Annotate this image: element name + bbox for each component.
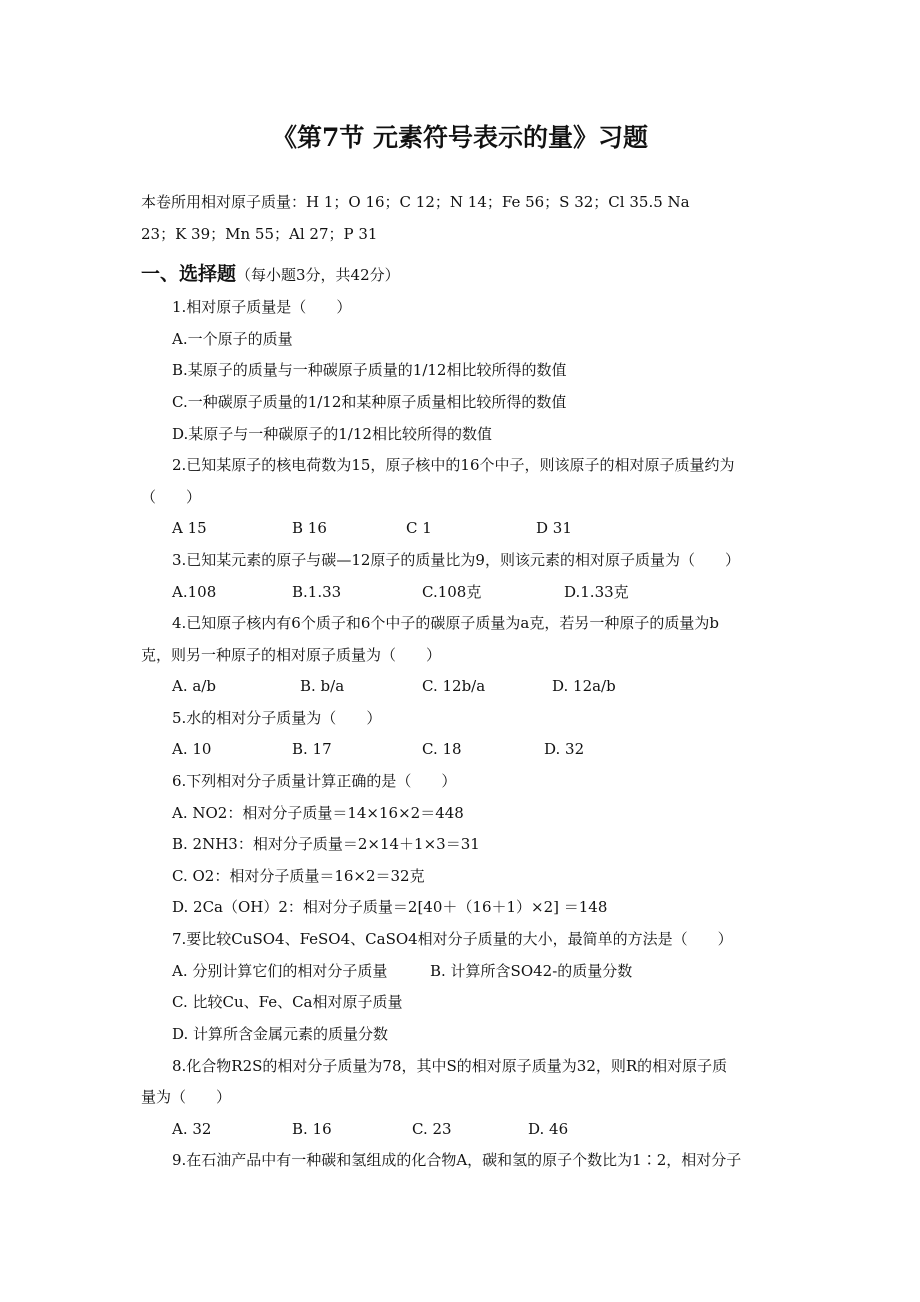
q3-stem: 3.已知某元素的原子与碳—12原子的质量比为9，则该元素的相对原子质量为（ ）: [172, 551, 740, 569]
document-title: 《第7节 元素符号表示的量》习题: [271, 123, 649, 152]
q3-option-b: B.1.33: [292, 583, 342, 601]
q5-option-c: C. 18: [422, 740, 462, 758]
q7-option-d: D. 计算所含金属元素的质量分数: [172, 1025, 389, 1043]
q4-option-d: D. 12a/b: [552, 677, 616, 695]
q3-option-c: C.108克: [422, 583, 482, 601]
q6-option-d: D. 2Ca（OH）2：相对分子质量＝2[40＋（16＋1）×2] ＝148: [172, 898, 608, 916]
q6-option-b: B. 2NH3：相对分子质量＝2×14＋1×3＝31: [172, 835, 480, 853]
q7-options-row: [172, 961, 772, 981]
q1-option-b: B.某原子的质量与一种碳原子质量的1/12相比较所得的数值: [172, 361, 567, 379]
q6-option-a: A. NO2：相对分子质量＝14×16×2＝448: [172, 804, 464, 822]
q5-option-b: B. 17: [292, 740, 332, 758]
q8-stem-line1: 8.化合物R2S的相对分子质量为78，其中S的相对原子质量为32，则R的相对原子质: [172, 1057, 728, 1075]
intro-line-1: 本卷所用相对原子质量：H 1；O 16；C 12；N 14；Fe 56；S 32；Cl 35.5 Na: [141, 193, 690, 211]
q1-option-c: C.一种碳原子质量的1/12和某种原子质量相比较所得的数值: [172, 393, 567, 411]
q7-option-c: C. 比较Cu、Fe、Ca相对原子质量: [172, 993, 403, 1011]
q1-option-a: A.一个原子的质量: [172, 330, 293, 348]
q1-option-d: D.某原子与一种碳原子的1/12相比较所得的数值: [172, 425, 492, 443]
q1-stem: 1.相对原子质量是（ ）: [172, 298, 352, 316]
q2-option-a: A 15: [172, 519, 207, 537]
section-heading: [141, 259, 400, 286]
section-title: 一、选择题: [141, 263, 237, 285]
q6-option-c: C. O2：相对分子质量＝16×2＝32克: [172, 867, 425, 885]
q5-stem: 5.水的相对分子质量为（ ）: [172, 709, 382, 727]
q9-stem-line1: 9.在石油产品中有一种碳和氢组成的化合物A，碳和氢的原子个数比为1∶2，相对分子: [172, 1151, 742, 1169]
q4-option-c: C. 12b/a: [422, 677, 486, 695]
q2-option-d: D 31: [536, 519, 572, 537]
q3-option-d: D.1.33克: [564, 583, 629, 601]
q4-stem-line1: 4.已知原子核内有6个质子和6个中子的碳原子质量为a克，若另一种原子的质量为b: [172, 614, 719, 632]
section-note: （每小题3分，共42分）: [236, 266, 400, 284]
intro-line-2: 23；K 39；Mn 55；Al 27；P 31: [141, 225, 378, 243]
q8-stem-line2: 量为（ ）: [141, 1088, 232, 1106]
q4-stem-line2: 克，则另一种原子的相对原子质量为（ ）: [141, 646, 442, 664]
q2-option-b: B 16: [292, 519, 327, 537]
q4-option-a: A. a/b: [172, 677, 216, 695]
q5-option-a: A. 10: [172, 740, 212, 758]
q8-options: [172, 1119, 772, 1139]
q7-option-b: B. 计算所含SO42-的质量分数: [430, 962, 633, 980]
q2-option-c: C 1: [406, 519, 432, 537]
q8-option-c: C. 23: [412, 1120, 452, 1138]
q2-options: [172, 518, 772, 538]
q2-stem-line2: （ ）: [141, 488, 202, 506]
q7-stem: 7.要比较CuSO4、FeSO4、CaSO4相对分子质量的大小，最简单的方法是（ ）: [172, 930, 733, 948]
q8-option-b: B. 16: [292, 1120, 332, 1138]
q6-stem: 6.下列相对分子质量计算正确的是（ ）: [172, 772, 457, 790]
q2-stem-line1: 2.已知某原子的核电荷数为15，原子核中的16个中子，则该原子的相对原子质量约为: [172, 456, 735, 474]
q3-option-a: A.108: [172, 583, 217, 601]
q8-option-d: D. 46: [528, 1120, 569, 1138]
q4-option-b: B. b/a: [300, 677, 345, 695]
q3-options: [172, 582, 772, 602]
q4-options: [172, 676, 772, 696]
q7-option-a: A. 分别计算它们的相对分子质量: [172, 962, 388, 980]
q8-option-a: A. 32: [172, 1120, 212, 1138]
q5-options: [172, 739, 772, 759]
q5-option-d: D. 32: [544, 740, 585, 758]
